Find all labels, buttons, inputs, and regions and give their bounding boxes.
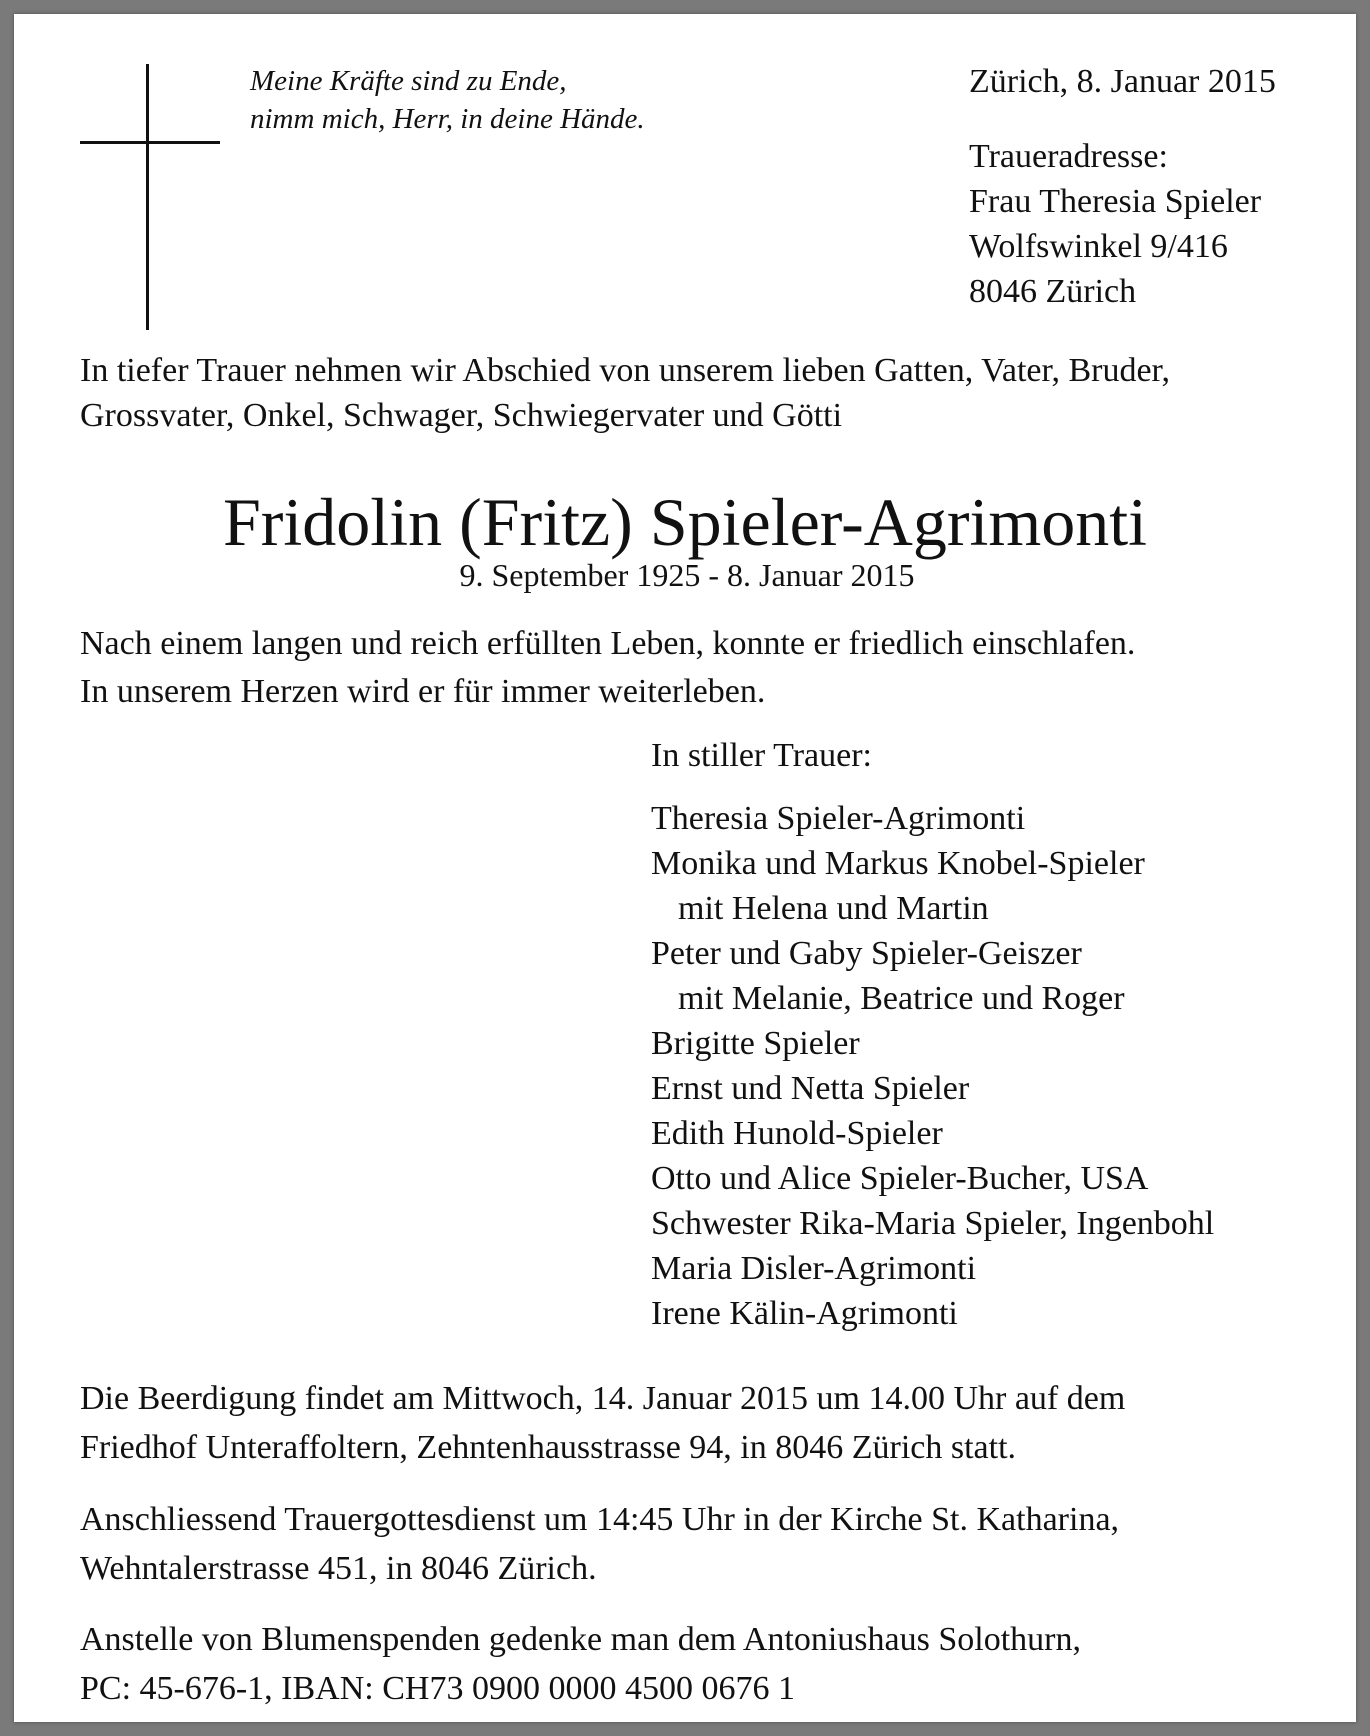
mourner-item: Schwester Rika-Maria Spieler, Ingenbohl	[651, 1205, 1215, 1242]
cross-vertical-bar	[146, 64, 149, 330]
mourner-item: Maria Disler-Agrimonti	[651, 1250, 977, 1287]
life-dates: 9. September 1925 - 8. Januar 2015	[459, 557, 915, 593]
motto-line-2: nimm mich, Herr, in deine Hände.	[250, 103, 645, 135]
mourners-list	[651, 796, 1214, 1336]
statement-line-1: Nach einem langen und reich erfüllten Leben, konnte er friedlich einschlafen.	[80, 625, 1136, 662]
deceased-name: Fridolin (Fritz) Spieler-Agrimonti	[222, 484, 1148, 560]
donation-line-2: PC: 45-676-1, IBAN: CH73 0900 0000 4500 0676 1	[80, 1670, 795, 1707]
mourner-item: Theresia Spieler-Agrimonti	[651, 800, 1026, 837]
intro-line-2: Grossvater, Onkel, Schwager, Schwiegervater und Götti	[80, 397, 843, 434]
mourner-item: Brigitte Spieler	[651, 1025, 860, 1062]
service-line-1: Anschliessend Trauergottesdienst um 14:45 Uhr in der Kirche St. Katharina,	[80, 1501, 1120, 1538]
intro-text	[80, 348, 1320, 438]
mourner-item: mit Melanie, Beatrice und Roger	[678, 980, 1125, 1017]
mourning-address	[969, 134, 1261, 314]
address-name: Frau Theresia Spieler	[969, 183, 1262, 220]
funeral-line-2: Friedhof Unteraffoltern, Zehntenhausstrasse 94, in 8046 Zürich statt.	[80, 1429, 1017, 1466]
mourner-item: mit Helena und Martin	[678, 890, 989, 927]
motto-line-1: Meine Kräfte sind zu Ende,	[250, 65, 567, 97]
statement-line-2: In unserem Herzen wird er für immer weiterleben.	[80, 673, 766, 710]
funeral-line-1: Die Beerdigung findet am Mittwoch, 14. Januar 2015 um 14.00 Uhr auf dem	[80, 1380, 1126, 1417]
mourner-item: Ernst und Netta Spieler	[651, 1070, 970, 1107]
address-label: Traueradresse:	[969, 138, 1168, 175]
motto-verse	[250, 62, 645, 138]
mourners-heading: In stiller Trauer:	[651, 737, 872, 774]
mourner-item: Edith Hunold-Spieler	[651, 1115, 943, 1152]
cross-icon	[80, 64, 220, 330]
mourner-item: Monika und Markus Knobel-Spieler	[651, 845, 1145, 882]
intro-line-1: In tiefer Trauer nehmen wir Abschied von unserem lieben Gatten, Vater, Bruder,	[80, 352, 1171, 389]
donation-info	[80, 1615, 1081, 1713]
statement-text	[80, 620, 1135, 716]
mourner-item: Otto und Alice Spieler-Bucher, USA	[651, 1160, 1149, 1197]
service-info	[80, 1495, 1119, 1593]
address-city: 8046 Zürich	[969, 273, 1137, 310]
mourner-item: Peter und Gaby Spieler-Geiszer	[651, 935, 1082, 972]
funeral-info	[80, 1374, 1125, 1472]
obituary-notice	[14, 14, 1356, 1722]
address-street: Wolfswinkel 9/416	[969, 228, 1228, 265]
service-line-2: Wehntalerstrasse 451, in 8046 Zürich.	[80, 1550, 597, 1587]
mourner-item: Irene Kälin-Agrimonti	[651, 1295, 958, 1332]
place-date: Zürich, 8. Januar 2015	[969, 63, 1276, 100]
cross-horizontal-bar	[80, 141, 220, 144]
donation-line-1: Anstelle von Blumenspenden gedenke man dem Antoniushaus Solothurn,	[80, 1621, 1081, 1658]
